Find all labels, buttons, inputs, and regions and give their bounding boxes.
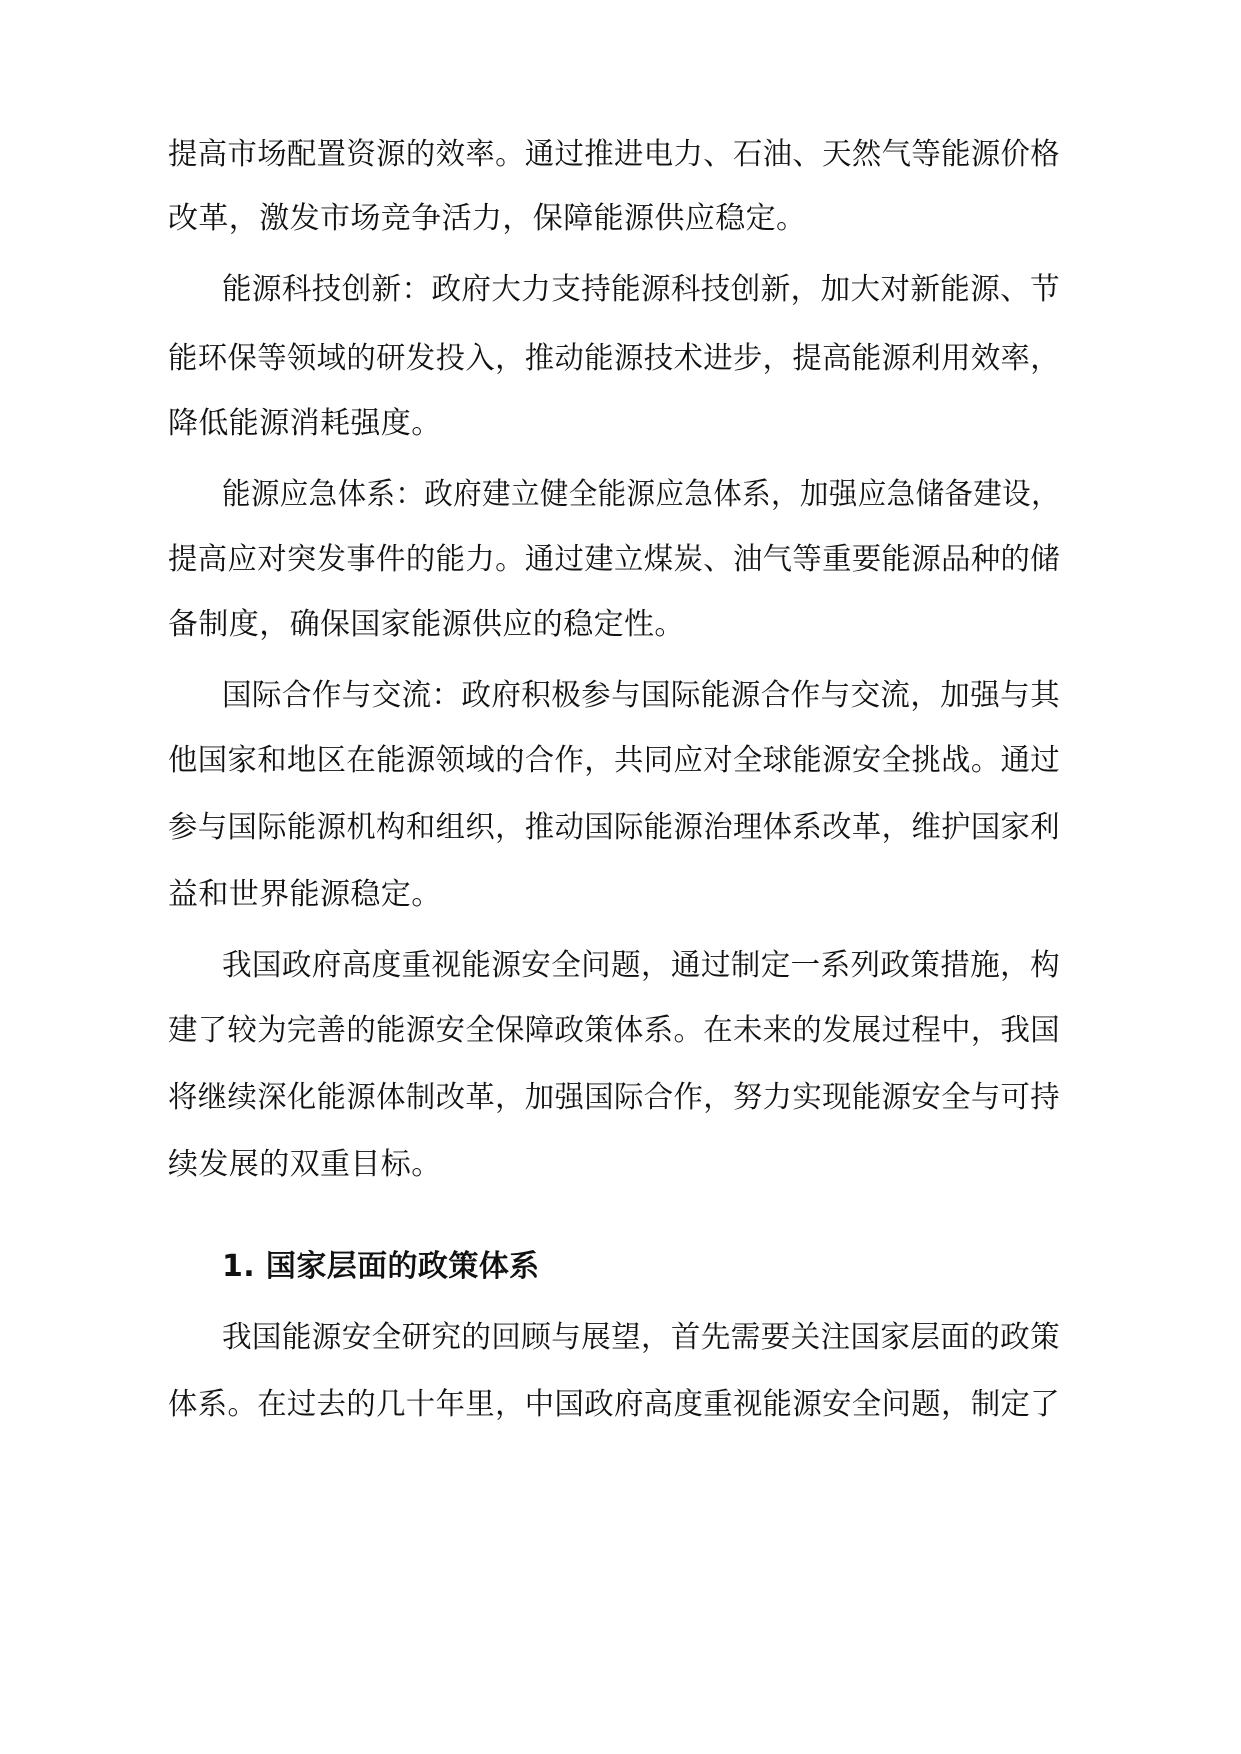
- text-line: [0, 1318, 1241, 1358]
- text-line: [0, 1145, 1241, 1185]
- text-line: [0, 1011, 1241, 1051]
- line-text: 提高市场配置资源的效率。通过推进电力、石油、天然气等能源价格: [168, 137, 1061, 172]
- line-text: 参与国际能源机构和组织，推动国际能源治理体系改革，维护国家利: [168, 810, 1061, 845]
- line-text: 备制度，确保国家能源供应的稳定性。: [168, 607, 685, 642]
- text-line: [0, 676, 1241, 716]
- text-line: [0, 270, 1241, 310]
- text-line: [0, 808, 1241, 848]
- text-line: [0, 1078, 1241, 1118]
- line-text: 我国能源安全研究的回顾与展望，首先需要关注国家层面的政策: [222, 1320, 1061, 1355]
- text-line: [0, 741, 1241, 781]
- line-text: 能源科技创新：政府大力支持能源科技创新，加大对新能源、节: [222, 272, 1061, 307]
- line-text: 改革，激发市场竞争活力，保障能源供应稳定。: [168, 201, 807, 236]
- line-text: 续发展的双重目标。: [168, 1147, 442, 1182]
- line-text: 他国家和地区在能源领域的合作，共同应对全球能源安全挑战。通过: [168, 743, 1061, 778]
- line-text: 能环保等领域的研发投入，推动能源技术进步，提高能源利用效率，: [168, 341, 1061, 376]
- line-text: 益和世界能源稳定。: [168, 877, 442, 912]
- text-line: [0, 875, 1241, 915]
- text-line: [0, 199, 1241, 239]
- text-line: [0, 404, 1241, 444]
- line-text: 我国政府高度重视能源安全问题，通过制定一系列政策措施，构: [222, 948, 1061, 983]
- line-text: 将继续深化能源体制改革，加强国际合作，努力实现能源安全与可持: [168, 1080, 1061, 1115]
- line-text: 建了较为完善的能源安全保障政策体系。在未来的发展过程中，我国: [168, 1013, 1061, 1048]
- text-line: [0, 946, 1241, 986]
- heading-text: 1. 国家层面的政策体系: [222, 1249, 540, 1284]
- line-text: 能源应急体系：政府建立健全能源应急体系，加强应急储备建设，: [222, 477, 1060, 512]
- text-line: [0, 475, 1241, 515]
- line-text: 体系。在过去的几十年里，中国政府高度重视能源安全问题，制定了: [168, 1387, 1061, 1422]
- text-line: [0, 1385, 1241, 1425]
- text-line: [0, 540, 1241, 580]
- text-line: [0, 135, 1241, 175]
- text-line: [0, 339, 1241, 379]
- line-text: 降低能源消耗强度。: [168, 406, 442, 441]
- line-text: 国际合作与交流：政府积极参与国际能源合作与交流，加强与其: [222, 678, 1061, 713]
- section-heading: [0, 1247, 1241, 1287]
- text-line: [0, 605, 1241, 645]
- line-text: 提高应对突发事件的能力。通过建立煤炭、油气等重要能源品种的储: [168, 542, 1061, 577]
